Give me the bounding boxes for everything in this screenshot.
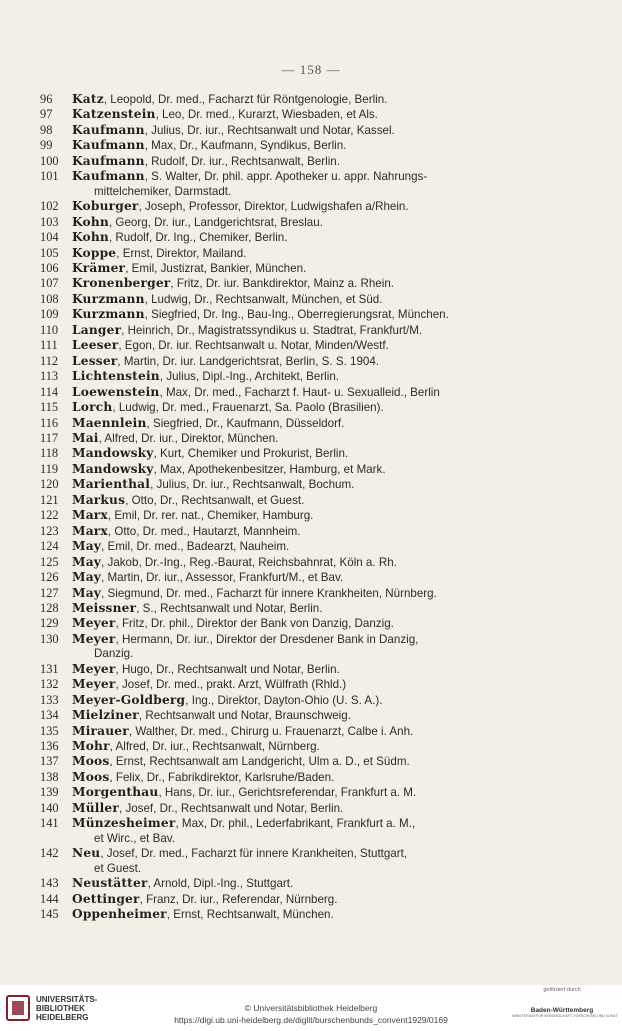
list-item: [40, 307, 572, 322]
entry-number: 115: [40, 400, 59, 415]
entry-number: 138: [40, 769, 59, 784]
list-item: [40, 570, 572, 585]
list-item: [40, 616, 572, 631]
entry-number: 106: [40, 260, 59, 275]
entry-details-continued: et Guest.: [94, 861, 142, 875]
entry-number: 141: [40, 816, 59, 831]
entry-surname: Moos: [72, 754, 110, 769]
entry-surname: May: [72, 570, 102, 585]
entry-surname: Katzenstein: [72, 107, 156, 122]
list-item: [40, 708, 572, 723]
sponsor-ministry: MINISTERIUM FÜR WISSENSCHAFT, FORSCHUNG UND KUNST: [512, 1014, 618, 1018]
list-item: [40, 846, 572, 876]
entry-number: 99: [40, 138, 53, 153]
entry-surname: Mirauer: [72, 723, 129, 738]
list-item: [40, 291, 572, 307]
list-item: [40, 400, 572, 415]
list-item: [40, 816, 572, 846]
list-item: [40, 739, 572, 754]
sponsor-label: gefördert durch: [543, 987, 581, 993]
entry-surname: Oettinger: [72, 891, 140, 906]
list-item: [40, 692, 572, 708]
entry-details: , Max, Dr. phil., Lederfabrikant, Frankfurt a. M.,: [175, 817, 416, 831]
entry-details: , Franz, Dr. iur., Referendar, Nürnberg.: [139, 892, 338, 906]
entry-surname: Lorch: [72, 400, 113, 415]
list-item: [40, 446, 572, 461]
list-item: [40, 585, 572, 601]
entry-surname: Münzesheimer: [72, 816, 176, 831]
entry-number: 112: [40, 353, 59, 368]
entry-surname: Moos: [72, 769, 110, 784]
entry-number: 113: [40, 369, 59, 384]
entry-surname: Mandowsky: [72, 446, 154, 461]
entry-details-continued: et Wirc., et Bav.: [94, 831, 175, 845]
entry-details: , S. Walter, Dr. phil. appr. Apotheker u. appr. Nahrungs-: [144, 170, 428, 184]
entry-number: 140: [40, 800, 59, 815]
entry-surname: Meyer: [72, 616, 116, 631]
entry-details-continued: Danzig.: [94, 647, 134, 661]
list-item: [40, 322, 572, 338]
library-name-line: UNIVERSITÄTS-: [36, 995, 98, 1004]
entry-surname: Langer: [72, 322, 122, 337]
entry-number: 129: [40, 616, 59, 631]
entry-surname: Müller: [72, 800, 119, 815]
entry-surname: Kaufmann: [72, 138, 145, 153]
entry-number: 124: [40, 539, 59, 554]
list-item: [40, 907, 572, 922]
list-item: [40, 245, 572, 261]
list-item: [40, 260, 572, 276]
entry-details: , Julius, Dr. iur., Rechtsanwalt und Notar, Kassel.: [144, 123, 395, 137]
entry-surname: Neustätter: [72, 876, 148, 891]
entry-details: , Ludwig, Dr. med., Frauenarzt, Sa. Paolo (Brasilien).: [112, 401, 384, 415]
entry-details: , Emil, Dr. rer. nat., Chemiker, Hamburg.: [107, 509, 314, 523]
entry-details: , Hermann, Dr. iur., Direktor der Dresdener Bank in Danzig,: [115, 632, 419, 646]
entry-details: , Fritz, Dr. iur. Bankdirektor, Mainz a. Rhein.: [170, 277, 395, 291]
entry-details: , Ernst, Rechtsanwalt, München.: [166, 908, 334, 922]
entry-surname: Meyer: [72, 631, 116, 646]
entry-details-continued: mittelchemiker, Darmstadt.: [94, 184, 232, 198]
entry-surname: Meyer: [72, 661, 116, 676]
entry-number: 117: [40, 430, 59, 445]
list-item: [40, 92, 572, 107]
page-number: — 158 —: [281, 62, 341, 77]
entry-surname: Meissner: [72, 600, 137, 615]
entry-surname: May: [72, 585, 102, 600]
entry-number: 100: [40, 153, 59, 168]
entry-number: 107: [40, 276, 59, 291]
entry-surname: Katz: [72, 92, 104, 106]
entry-number: 116: [40, 415, 59, 430]
entry-details: , Josef, Dr. med., Facharzt für innere Krankheiten, Stuttgart,: [100, 847, 408, 861]
entry-number: 109: [40, 307, 59, 322]
list-item: [40, 338, 572, 353]
entry-details: , Ernst, Rechtsanwalt am Landgericht, Ulm a. D., et Südm.: [109, 755, 410, 769]
entry-details: , Hans, Dr. iur., Gerichtsreferendar, Frankfurt a. M.: [158, 786, 417, 800]
entry-surname: Neu: [72, 846, 101, 861]
library-name-line: BIBLIOTHEK: [36, 1004, 85, 1013]
list-item: [40, 677, 572, 692]
list-item: [40, 508, 572, 523]
entry-number: 104: [40, 230, 59, 245]
entry-surname: Koburger: [72, 199, 139, 214]
list-item: [40, 122, 572, 138]
entry-details: , Rechtsanwalt und Notar, Braunschweig.: [138, 709, 351, 723]
footer: [0, 985, 622, 1031]
entry-details: , Otto, Dr. med., Hautarzt, Mannheim.: [107, 524, 301, 538]
entry-surname: Mohr: [72, 739, 110, 754]
entry-number: 142: [40, 846, 59, 861]
entry-details: , Julius, Dr. iur., Rechtsanwalt, Bochum.: [150, 478, 355, 492]
entry-surname: May: [72, 539, 102, 554]
entry-details: , Martin, Dr. iur., Assessor, Frankfurt/M., et Bav.: [101, 571, 344, 585]
list-item: [40, 891, 572, 907]
list-item: [40, 230, 572, 245]
entry-number: 143: [40, 876, 59, 891]
entry-details: , Emil, Justizrat, Bankier, München.: [125, 261, 307, 275]
entry-number: 118: [40, 446, 59, 461]
entry-details: , S., Rechtsanwalt und Notar, Berlin.: [136, 601, 323, 615]
entry-details: , Ernst, Direktor, Mailand.: [116, 246, 247, 260]
entry-details: , Alfred, Dr. iur., Rechtsanwalt, Nürnberg.: [109, 740, 320, 754]
entry-number: 144: [40, 891, 59, 906]
entry-details: , Leopold, Dr. med., Facharzt für Röntgenologie, Berlin.: [103, 93, 388, 106]
entry-details: , Heinrich, Dr., Magistratssyndikus u. Stadtrat, Frankfurt/M.: [121, 323, 423, 337]
entry-number: 130: [40, 631, 59, 646]
entry-number: 131: [40, 661, 59, 676]
list-item: [40, 384, 572, 400]
entry-surname: Maennlein: [72, 415, 147, 430]
list-item: [40, 199, 572, 214]
list-item: [40, 539, 572, 554]
entry-surname: Kaufmann: [72, 169, 145, 184]
entry-details: , Max, Dr., Kaufmann, Syndikus, Berlin.: [144, 139, 347, 153]
list-item: [40, 600, 572, 616]
entry-details: , Joseph, Professor, Direktor, Ludwigshafen a/Rhein.: [138, 200, 409, 214]
entry-details: , Egon, Dr. iur. Rechtsanwalt u. Notar, Minden/Westf.: [118, 339, 389, 353]
list-item: [40, 769, 572, 785]
entry-details: , Martin, Dr. iur. Landgerichtsrat, Berlin, S. S. 1904.: [117, 354, 380, 368]
entry-details: , Josef, Dr., Rechtsanwalt und Notar, Berlin.: [119, 801, 344, 815]
list-item: [40, 554, 572, 570]
entry-surname: Kronenberger: [72, 276, 171, 291]
entry-number: 121: [40, 492, 59, 507]
entry-number: 145: [40, 907, 59, 922]
entry-number: 134: [40, 708, 59, 723]
list-item: [40, 430, 572, 446]
entry-surname: Lesser: [72, 353, 118, 368]
entry-details: , Siegmund, Dr. med., Facharzt für innere Krankheiten, Nürnberg.: [101, 586, 437, 600]
copyright-notice: © Universitätsbibliothek Heidelberg: [244, 1003, 378, 1013]
entry-surname: Markus: [72, 492, 126, 507]
entry-details: , Max, Apothekenbesitzer, Hamburg, et Mark.: [153, 462, 386, 476]
entry-surname: Kohn: [72, 214, 109, 229]
entry-surname: May: [72, 554, 102, 569]
entry-number: 123: [40, 523, 59, 538]
list-item: [40, 169, 572, 199]
entry-number: 102: [40, 199, 59, 214]
entry-details: , Emil, Dr. med., Badearzt, Nauheim.: [101, 540, 290, 554]
entry-number: 110: [40, 322, 59, 337]
entry-number: 136: [40, 739, 59, 754]
entry-number: 98: [40, 122, 53, 137]
list-item: [40, 723, 572, 739]
entry-details: , Rudolf, Dr. Ing., Chemiker, Berlin.: [108, 231, 288, 245]
entry-surname: Marienthal: [72, 477, 151, 492]
list-item: [40, 461, 572, 477]
list-item: [40, 138, 572, 153]
entry-surname: Lichtenstein: [72, 369, 160, 384]
entry-number: 132: [40, 677, 59, 692]
entry-details: , Ing., Direktor, Dayton-Ohio (U. S. A.).: [185, 693, 383, 707]
entry-details: , Rudolf, Dr. iur., Rechtsanwalt, Berlin.: [144, 154, 340, 168]
entry-number: 126: [40, 570, 59, 585]
permalink[interactable]: https://digi.ub.uni-heidelberg.de/diglit/burschenbunds_convent1929/0169: [174, 1015, 448, 1025]
entry-number: 114: [40, 384, 59, 399]
entry-surname: Kurzmann: [72, 307, 145, 322]
entry-number: 122: [40, 508, 59, 523]
entry-surname: Meyer: [72, 677, 116, 692]
entry-number: 119: [40, 461, 59, 476]
entry-details: , Max, Dr. med., Facharzt f. Haut- u. Sexualleid., Berlin: [159, 385, 440, 399]
entry-number: 97: [40, 107, 53, 122]
entry-surname: Kohn: [72, 230, 109, 245]
entry-number: 128: [40, 600, 59, 615]
entry-details: , Georg, Dr. iur., Landgerichtsrat, Breslau.: [108, 215, 323, 229]
entry-number: 125: [40, 554, 59, 569]
sponsor-block: [512, 987, 618, 1018]
entry-surname: Marx: [72, 508, 108, 523]
list-item: [40, 661, 572, 677]
entry-surname: Loewenstein: [72, 384, 160, 399]
entry-surname: Kaufmann: [72, 122, 145, 137]
entry-number: 101: [40, 169, 59, 184]
entry-surname: Oppenheimer: [72, 907, 167, 922]
entry-surname: Mai: [72, 430, 99, 445]
list-item: [40, 214, 572, 230]
library-name-line: HEIDELBERG: [36, 1013, 89, 1022]
list-item: [40, 107, 572, 122]
entry-details: , Hugo, Dr., Rechtsanwalt und Notar, Berlin.: [115, 662, 340, 676]
entry-number: 135: [40, 723, 59, 738]
entry-number: 127: [40, 585, 59, 600]
entry-surname: Mandowsky: [72, 461, 154, 476]
list-item: [40, 415, 572, 431]
entry-surname: Leeser: [72, 338, 119, 353]
entry-details: , Ludwig, Dr., Rechtsanwalt, München, et Süd.: [144, 292, 383, 306]
member-list: [40, 92, 572, 922]
list-item: [40, 153, 572, 169]
entry-number: 139: [40, 785, 59, 800]
entry-surname: Kurzmann: [72, 291, 145, 306]
entry-surname: Kaufmann: [72, 153, 145, 168]
list-item: [40, 523, 572, 539]
entry-number: 108: [40, 291, 59, 306]
entry-number: 133: [40, 692, 59, 707]
list-item: [40, 477, 572, 492]
entry-surname: Meyer-Goldberg: [72, 692, 186, 707]
entry-details: , Kurt, Chemiker und Prokurist, Berlin.: [153, 447, 349, 461]
list-item: [40, 800, 572, 816]
entry-details: , Otto, Dr., Rechtsanwalt, et Guest.: [125, 493, 305, 507]
entry-number: 105: [40, 245, 59, 260]
entry-number: 103: [40, 214, 59, 229]
entry-details: , Alfred, Dr. iur., Direktor, München.: [98, 431, 279, 445]
list-item: [40, 631, 572, 662]
entry-details: , Fritz, Dr. phil., Direktor der Bank von Danzig, Danzig.: [115, 617, 394, 631]
entry-surname: Krämer: [72, 260, 126, 275]
entry-details: , Siegfried, Dr. Ing., Bau-Ing., Oberregierungsrat, München.: [144, 308, 449, 322]
entry-details: , Leo, Dr. med., Kurarzt, Wiesbaden, et Als.: [155, 108, 378, 122]
entry-details: , Jakob, Dr.-Ing., Reg.-Baurat, Reichsbahnrat, Köln a. Rh.: [101, 555, 397, 569]
sponsor-name: Baden-Württemberg: [530, 1007, 594, 1014]
entry-number: 96: [40, 92, 53, 106]
entry-details: , Arnold, Dipl.-Ing., Stuttgart.: [147, 877, 294, 891]
entry-number: 137: [40, 754, 59, 769]
entry-number: 120: [40, 477, 59, 492]
entry-surname: Koppe: [72, 245, 117, 260]
entry-details: , Julius, Dipl.-Ing., Architekt, Berlin.: [159, 370, 340, 384]
list-item: [40, 492, 572, 508]
entry-details: , Walther, Dr. med., Chirurg u. Frauenarzt, Calbe i. Anh.: [128, 724, 414, 738]
list-item: [40, 876, 572, 891]
entry-details: , Josef, Dr. med., prakt. Arzt, Wülfrath (Rhld.): [115, 678, 347, 692]
list-item: [40, 353, 572, 369]
list-item: [40, 276, 572, 291]
entry-surname: Mielziner: [72, 708, 139, 723]
entry-details: , Siegfried, Dr., Kaufmann, Düsseldorf.: [146, 416, 345, 430]
list-item: [40, 754, 572, 769]
list-item: [40, 785, 572, 800]
entry-number: 111: [40, 338, 58, 353]
entry-surname: Marx: [72, 523, 108, 538]
entry-details: , Felix, Dr., Fabrikdirektor, Karlsruhe/Baden.: [109, 770, 335, 784]
entry-surname: Morgenthau: [72, 785, 159, 800]
list-item: [40, 369, 572, 384]
